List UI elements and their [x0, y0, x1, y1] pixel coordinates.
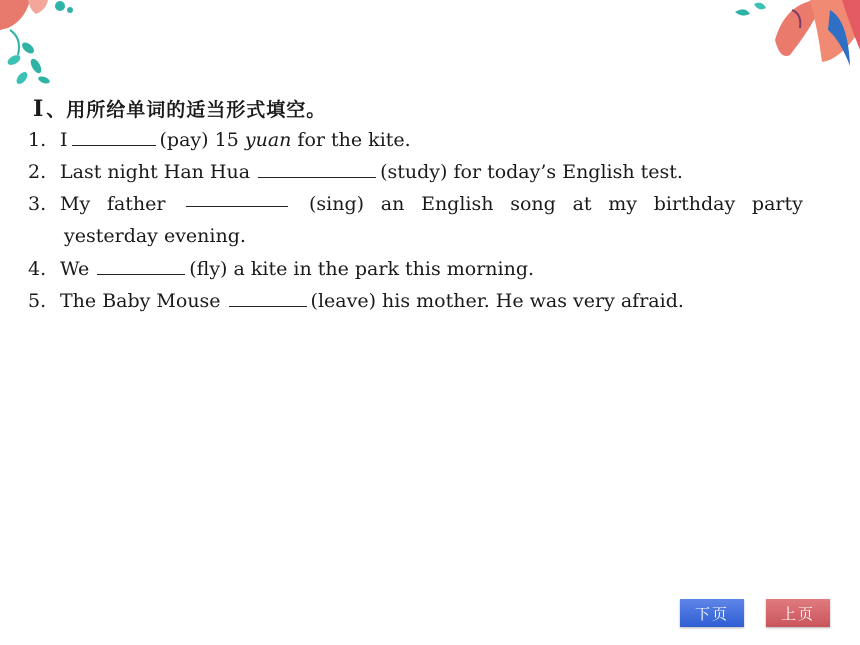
question-number: 2. [28, 161, 47, 183]
italic-word: yuan [244, 129, 292, 151]
question-number: 4. [28, 258, 47, 280]
question-word: an [380, 193, 405, 215]
question-text: a kite in the park this morning. [227, 258, 535, 280]
word-hint: (fly) [189, 258, 228, 280]
answer-blank[interactable] [229, 288, 307, 307]
question-number: 5. [28, 290, 47, 312]
question-3 [28, 188, 808, 252]
question-5 [28, 285, 808, 317]
exercise-heading [33, 95, 326, 122]
floral-decoration-top-right [730, 0, 860, 70]
word-hint: (pay) [159, 129, 209, 151]
question-text: We [60, 258, 90, 280]
question-text: for the kite. [291, 129, 411, 151]
question-2 [28, 156, 808, 188]
question-word: My [60, 193, 91, 215]
question-4 [28, 253, 808, 285]
previous-page-button[interactable]: 上页 [766, 599, 830, 627]
question-text: Last night Han Hua [60, 161, 251, 183]
question-text: his mother. He was very afraid. [376, 290, 684, 312]
answer-blank[interactable] [258, 159, 376, 178]
question-number: 1. [28, 129, 47, 151]
word-hint: (leave) [310, 290, 376, 312]
question-1 [28, 124, 808, 156]
question-word: birthday [653, 193, 736, 215]
next-page-button[interactable]: 下页 [680, 599, 744, 627]
question-word: party [751, 193, 803, 215]
question-text: yesterday evening. [64, 225, 246, 247]
question-word: at [572, 193, 592, 215]
answer-blank[interactable] [97, 256, 185, 275]
answer-blank[interactable] [186, 188, 288, 207]
question-text: for today’s English test. [447, 161, 683, 183]
section-numeral: Ⅰ [33, 96, 45, 122]
floral-decoration-top-left [0, 0, 80, 95]
question-word: father [106, 193, 166, 215]
question-word: my [608, 193, 638, 215]
question-number: 3. [28, 193, 47, 215]
question-text: The Baby Mouse [60, 290, 221, 312]
word-hint: (sing) [308, 193, 365, 215]
question-text: I [60, 129, 68, 151]
word-hint: (study) [380, 161, 448, 183]
answer-blank[interactable] [72, 127, 156, 146]
question-word: song [510, 193, 556, 215]
heading-text: 、用所给单词的适当形式填空。 [46, 99, 327, 121]
question-text: 15 [208, 129, 245, 151]
question-word: English [421, 193, 494, 215]
